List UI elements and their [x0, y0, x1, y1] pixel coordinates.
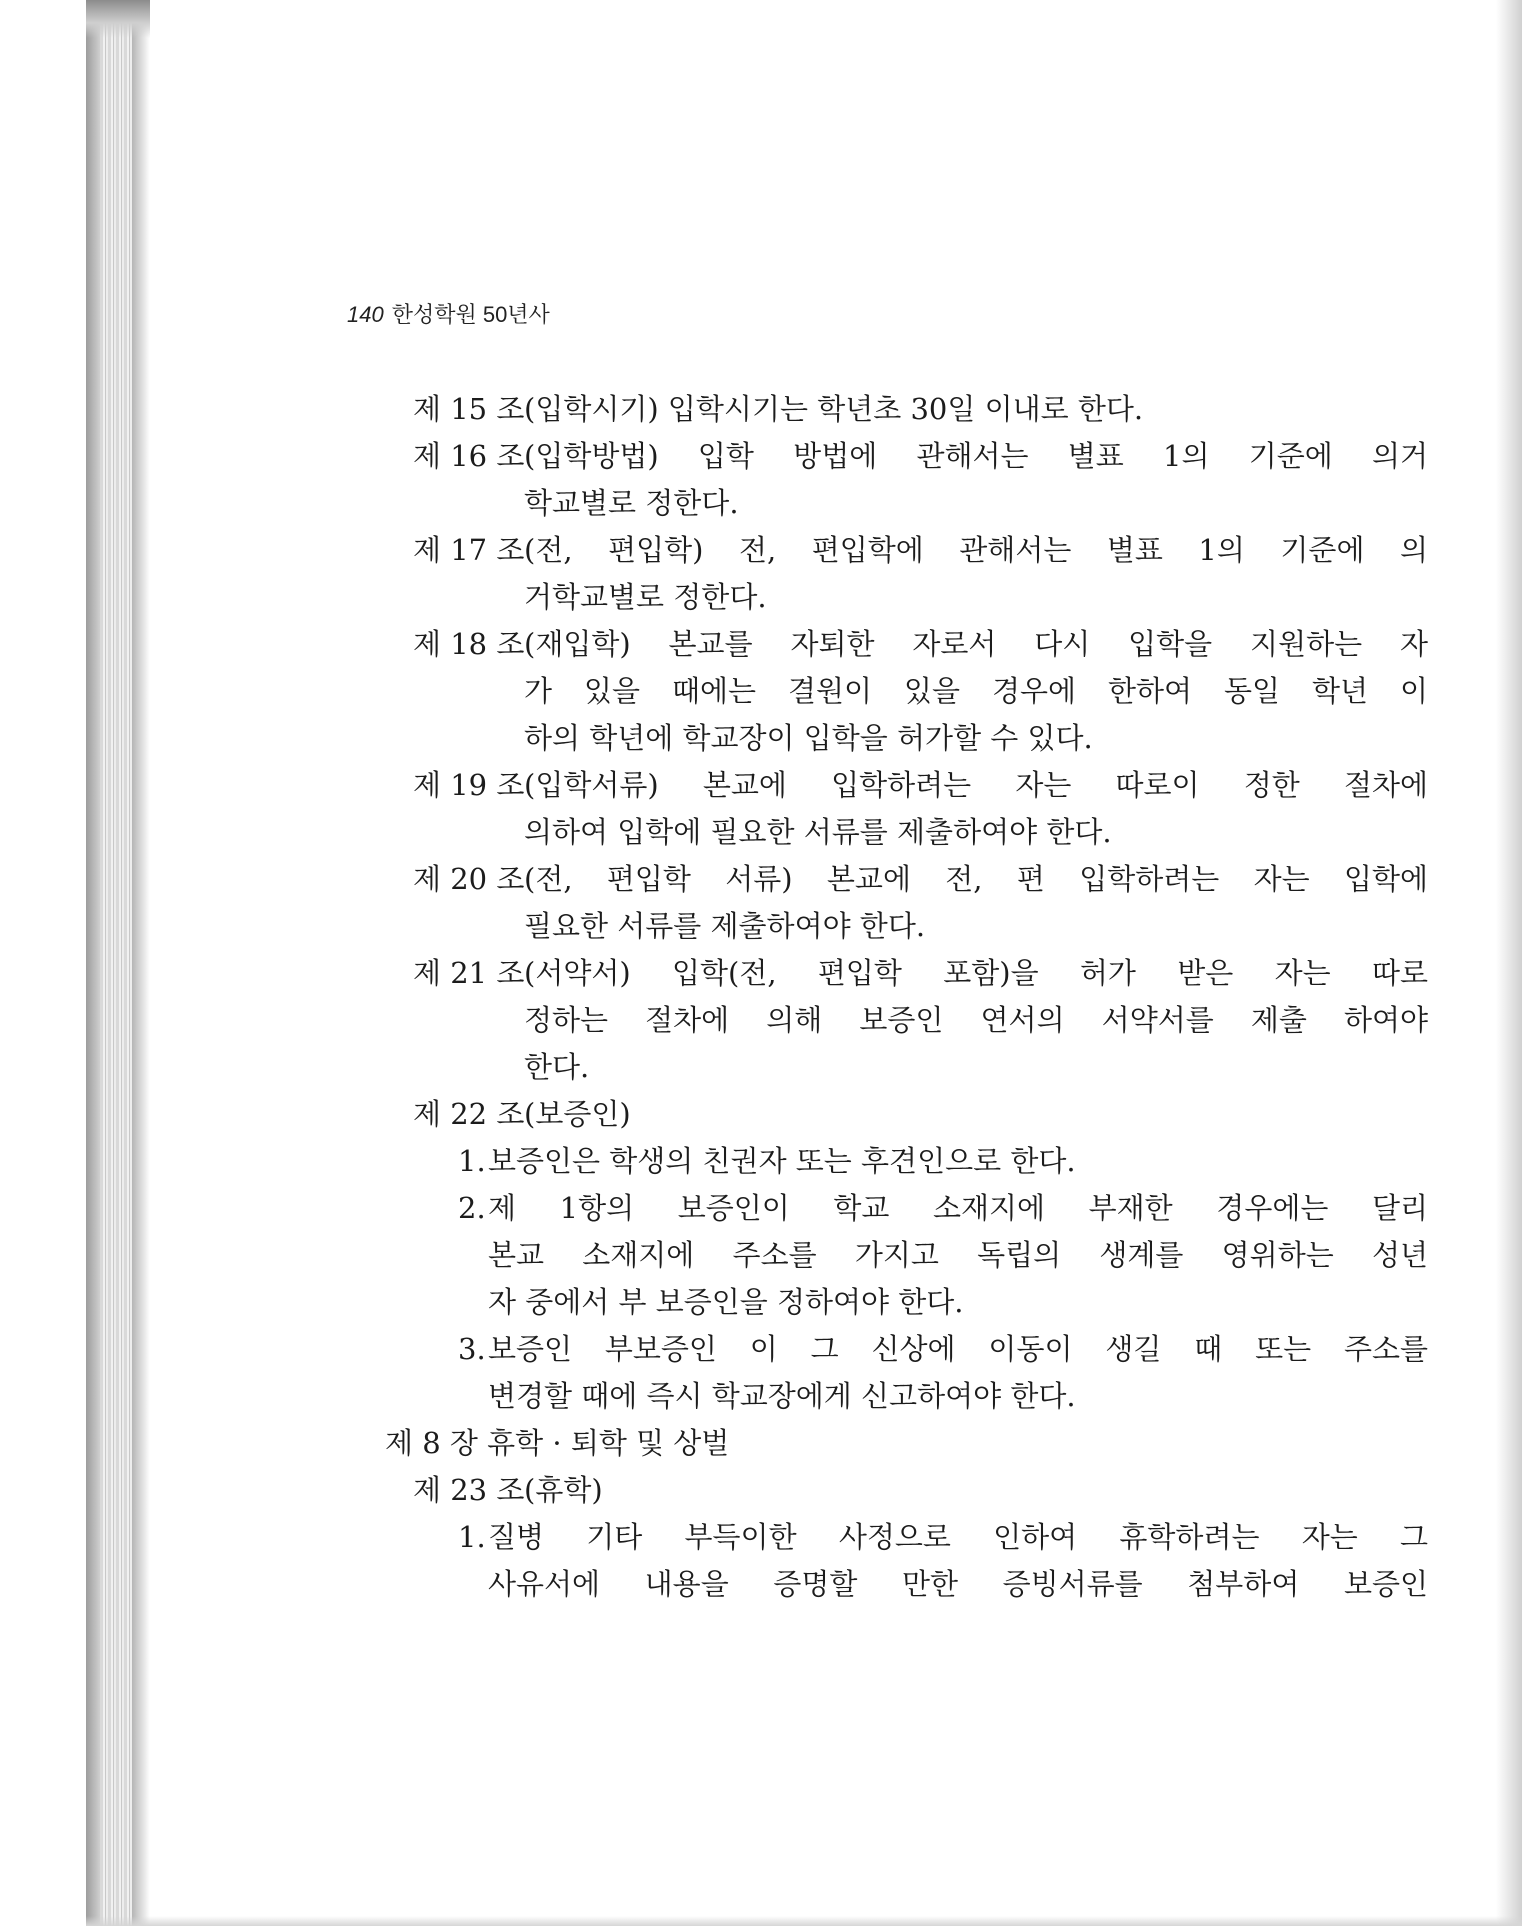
item-text: 질병 기타 부득이한 사정으로 인하여 휴학하려는 자는 그 [488, 1520, 1428, 1554]
article-number: 제 19 조 [413, 768, 525, 802]
article-number: 제 21 조 [413, 956, 525, 990]
list-item [413, 1138, 1428, 1185]
item-text: 보증인 부보증인 이 그 신상에 이동이 생길 때 또는 주소를 [488, 1332, 1428, 1366]
article-continuation: 한다. [524, 1050, 590, 1084]
article-number: 제 22 조 [413, 1097, 525, 1131]
article-text: (재입학) 본교를 자퇴한 자로서 다시 입학을 지원하는 자 [524, 627, 1428, 661]
page-number: 140 [347, 302, 384, 327]
item-text: 제 1항의 보증인이 학교 소재지에 부재한 경우에는 달리 [488, 1191, 1428, 1225]
item-text: 보증인은 학생의 친권자 또는 후견인으로 한다. [488, 1144, 1076, 1178]
book-spine-edge [86, 0, 100, 1926]
list-item-continuation: 변경할 때에 즉시 학교장에게 신고하여야 한다. [488, 1379, 1076, 1413]
page-gutter-shadow [132, 0, 150, 1926]
article-text: (입학방법) 입학 방법에 관해서는 별표 1의 기준에 의거 [524, 439, 1428, 473]
list-item [413, 1514, 1428, 1561]
article-continuation: 거학교별로 정한다. [524, 580, 767, 614]
article-text: (휴학) [524, 1473, 603, 1507]
article-continuation: 가 있을 때에는 결원이 있을 경우에 한하여 동일 학년 이 [524, 674, 1428, 708]
item-number: 3. [458, 1332, 486, 1366]
article-text: (서약서) 입학(전, 편입학 포함)을 허가 받은 자는 따로 [524, 956, 1428, 990]
article-continuation: 학교별로 정한다. [524, 486, 739, 520]
article-text: (보증인) [524, 1097, 631, 1131]
article-text: (입학시기) 입학시기는 학년초 30일 이내로 한다. [524, 392, 1144, 426]
article-line [413, 621, 1428, 668]
item-number: 2. [458, 1191, 486, 1225]
article-continuation: 필요한 서류를 제출하여야 한다. [524, 909, 926, 943]
book-page-edges [100, 0, 132, 1926]
article-text: (전, 편입학 서류) 본교에 전, 편 입학하려는 자는 입학에 [524, 862, 1428, 896]
book-page [150, 0, 1496, 1926]
article-continuation: 의하여 입학에 필요한 서류를 제출하여야 한다. [524, 815, 1112, 849]
list-item-continuation: 본교 소재지에 주소를 가지고 독립의 생계를 영위하는 성년 [488, 1238, 1428, 1272]
right-page-shadow [1496, 0, 1522, 1926]
article-line [413, 386, 1428, 433]
list-item-continuation: 자 중에서 부 보증인을 정하여야 한다. [488, 1285, 964, 1319]
article-line [413, 856, 1428, 903]
article-continuation: 정하는 절차에 의해 보증인 연서의 서약서를 제출 하여야 [524, 1003, 1428, 1037]
list-item [413, 1326, 1428, 1373]
list-item [413, 1185, 1428, 1232]
article-number: 제 20 조 [413, 862, 525, 896]
running-header [347, 298, 550, 329]
item-number: 1. [458, 1520, 486, 1554]
article-line [413, 433, 1428, 480]
article-number: 제 18 조 [413, 627, 525, 661]
chapter-heading: 제 8 장 휴학 · 퇴학 및 상벌 [385, 1426, 730, 1460]
article-line [413, 950, 1428, 997]
article-continuation: 하의 학년에 학교장이 입학을 허가할 수 있다. [524, 721, 1093, 755]
regulation-text [385, 386, 1428, 1608]
article-line [413, 1091, 1428, 1138]
article-number: 제 17 조 [413, 533, 525, 567]
article-text: (입학서류) 본교에 입학하려는 자는 따로이 정한 절차에 [524, 768, 1428, 802]
item-number: 1. [458, 1144, 486, 1178]
article-number: 제 15 조 [413, 392, 525, 426]
corner-shadow [86, 0, 150, 38]
article-line [413, 1467, 1428, 1514]
article-line [413, 527, 1428, 574]
list-item-continuation: 사유서에 내용을 증명할 만한 증빙서류를 첨부하여 보증인 [488, 1567, 1428, 1601]
book-title: 한성학원 50년사 [391, 302, 550, 327]
article-number: 제 23 조 [413, 1473, 525, 1507]
article-text: (전, 편입학) 전, 편입학에 관해서는 별표 1의 기준에 의 [524, 533, 1428, 567]
article-number: 제 16 조 [413, 439, 525, 473]
article-line [413, 762, 1428, 809]
